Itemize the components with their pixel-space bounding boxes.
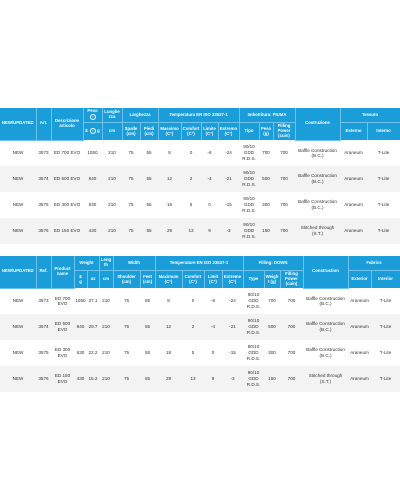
spec-table-english <box>0 256 400 392</box>
cell-fabric-interior: T-Lite <box>367 166 400 192</box>
cell-fill-type: 90/10 GDD R.D.S. <box>243 340 264 366</box>
cell-foot: 55 <box>140 288 155 314</box>
table-row <box>0 340 400 366</box>
cell-new: NEW <box>0 366 36 392</box>
temp-limit-header: Limite (C°) <box>201 123 218 141</box>
cell-temp-max: 18 <box>158 192 181 218</box>
cell-length: 210 <box>102 192 122 218</box>
cell-fill-weight: 300 <box>264 340 280 366</box>
cell-temp-max: 8 <box>158 140 181 166</box>
cell-name: ED 500 EVO <box>51 314 74 340</box>
cell-fill-type: 90/10 GDD R.D.S. <box>239 140 259 166</box>
cell-fabric-interior: T-Lite <box>371 314 400 340</box>
col-filling-header: Imbottitura: PIUMA <box>239 108 295 123</box>
cell-temp-limit: 0 <box>204 340 222 366</box>
cell-construction: Stitched through (S.T.) <box>303 366 348 392</box>
cell-fill-power: 700 <box>280 314 303 340</box>
cell-new: NEW <box>0 340 36 366</box>
table-row <box>0 192 400 218</box>
cell-weight: 1050 <box>83 140 102 166</box>
cell-shoulder: 75 <box>122 166 140 192</box>
cell-fill-type: 90/10 GDD R.D.S. <box>243 314 264 340</box>
cell-fill-type: 90/10 GDD R.D.S. <box>239 166 259 192</box>
cell-weight: 1050 <box>74 288 87 314</box>
cell-temp-extreme: -21 <box>222 314 243 340</box>
col-filling-header: Filling: DOWN <box>243 256 303 271</box>
col-ref-header: Art. <box>36 108 51 140</box>
col-construction-header: Construction <box>303 256 348 288</box>
cell-shoulder: 75 <box>122 218 140 244</box>
dollar-icon: $ <box>79 273 82 279</box>
foot-header: Feet (cm) <box>140 271 155 289</box>
cell-length: 210 <box>102 218 122 244</box>
cell-weight: 840 <box>74 314 87 340</box>
cell-temp-limit: 9 <box>201 218 218 244</box>
cell-ref: 3573 <box>36 288 51 314</box>
shoulder-header: Spalle (cm) <box>122 123 140 141</box>
temp-max-header: Maximum (C°) <box>155 271 182 289</box>
col-fabrics-header: Tessuto <box>340 108 400 123</box>
cell-fill-power: 700 <box>280 340 303 366</box>
spec-table-italian <box>0 108 400 244</box>
cell-shoulder: 75 <box>113 340 140 366</box>
cell-fill-power: 700 <box>273 218 295 244</box>
col-weight-header: Weight <box>74 256 99 271</box>
cell-fill-power: 700 <box>273 140 295 166</box>
cell-temp-limit: 0 <box>201 192 218 218</box>
fill-power-header: Filling Power (cuin) <box>280 271 303 289</box>
col-length-header: Length <box>99 256 113 271</box>
cell-temp-comfort: 13 <box>181 218 201 244</box>
cell-new: NEW <box>0 140 36 166</box>
cell-temp-extreme: -3 <box>218 218 239 244</box>
temp-comfort-header: Comfort (C°) <box>181 123 201 141</box>
cell-ref: 3575 <box>36 340 51 366</box>
cell-temp-comfort: 5 <box>182 340 204 366</box>
cell-fill-type: 90/10 GDD R.D.S. <box>243 366 264 392</box>
fabric-exterior-header: Esterno <box>340 123 367 141</box>
cell-temp-extreme: -15 <box>218 192 239 218</box>
cell-temp-comfort: 2 <box>181 166 201 192</box>
cell-length: 210 <box>99 340 113 366</box>
cell-construction: Baffle Construction (B.C.) <box>295 140 340 166</box>
cell-fabric-interior: T-Lite <box>371 366 400 392</box>
cell-shoulder: 75 <box>113 288 140 314</box>
cell-fabric-exterior: Araneum <box>348 288 371 314</box>
cell-temp-comfort: 0 <box>181 140 201 166</box>
fabric-interior-header: Interno <box>367 123 400 141</box>
cell-fill-weight: 700 <box>264 288 280 314</box>
temp-extreme-header: Extreme (C°) <box>222 271 243 289</box>
table-row <box>0 218 400 244</box>
cell-length: 210 <box>99 314 113 340</box>
length-unit-header: cm <box>102 123 122 141</box>
cell-weight-oz: 22.2 <box>87 340 99 366</box>
cell-fabric-interior: T-Lite <box>367 192 400 218</box>
col-ref-header: Ref. <box>36 256 51 288</box>
cell-shoulder: 75 <box>122 140 140 166</box>
table-row <box>0 140 400 166</box>
cell-fabric-exterior: Araneum <box>340 192 367 218</box>
cell-name: ED 150 EVO <box>51 218 83 244</box>
cell-fill-weight: 150 <box>264 366 280 392</box>
cell-name: ED 300 EVO <box>51 340 74 366</box>
fill-type-header: Tipo <box>239 123 259 141</box>
cell-foot: 55 <box>140 314 155 340</box>
col-temperature-header: Temperatura EN ISO 23537-1 <box>158 108 239 123</box>
cell-temp-extreme: -15 <box>222 340 243 366</box>
cell-fill-power: 700 <box>273 166 295 192</box>
table-row <box>0 166 400 192</box>
cell-foot: 55 <box>140 340 155 366</box>
cell-foot: 55 <box>140 192 158 218</box>
cell-weight: 840 <box>83 166 102 192</box>
temp-extreme-header: Estremo (C°) <box>218 123 239 141</box>
cell-name: ED 150 EVO <box>51 366 74 392</box>
col-fabrics-header: Fabrics <box>348 256 400 271</box>
table-row <box>0 288 400 314</box>
cell-length: 210 <box>102 140 122 166</box>
cell-temp-extreme: -24 <box>218 140 239 166</box>
cell-foot: 55 <box>140 166 158 192</box>
cell-fabric-exterior: Araneum <box>348 340 371 366</box>
cell-construction: Baffle Construction (B.C.) <box>295 166 340 192</box>
cell-ref: 3576 <box>36 218 51 244</box>
length-unit-header: cm <box>99 271 113 289</box>
cell-new: NEW <box>0 192 36 218</box>
cell-fill-weight: 150 <box>259 218 273 244</box>
cell-fill-type: 90/10 GDD R.D.S. <box>239 192 259 218</box>
dollar-icon: $ <box>85 128 88 134</box>
cell-fill-power: 700 <box>280 288 303 314</box>
table-header-row <box>0 108 400 123</box>
cell-fabric-exterior: Araneum <box>340 140 367 166</box>
info-icon: i <box>90 128 96 134</box>
cell-temp-comfort: 5 <box>181 192 201 218</box>
cell-construction: Stitched through (S.T.) <box>295 218 340 244</box>
cell-new: NEW <box>0 288 36 314</box>
weight-oz-header: oz <box>87 271 99 289</box>
cell-temp-extreme: -3 <box>222 366 243 392</box>
cell-fill-weight: 500 <box>264 314 280 340</box>
cell-new: NEW <box>0 218 36 244</box>
cell-temp-max: 12 <box>158 166 181 192</box>
cell-new: NEW <box>0 166 36 192</box>
cell-fill-weight: 700 <box>259 140 273 166</box>
table-row <box>0 314 400 340</box>
cell-fabric-exterior: Araneum <box>340 218 367 244</box>
temp-limit-header: Limit (C°) <box>204 271 222 289</box>
cell-ref: 3574 <box>36 166 51 192</box>
cell-new: NEW <box>0 314 36 340</box>
foot-header: Piedi (cm) <box>140 123 158 141</box>
cell-temp-max: 29 <box>158 218 181 244</box>
cell-construction: Baffle Construction (B.C.) <box>303 314 348 340</box>
cell-ref: 3574 <box>36 314 51 340</box>
cell-name: ED 700 EVO <box>51 140 83 166</box>
cell-weight-oz: 15.2 <box>87 366 99 392</box>
cell-fabric-interior: T-Lite <box>371 340 400 366</box>
temp-max-header: Massimo (C°) <box>158 123 181 141</box>
fill-power-header: Filling Power (cuin) <box>273 123 295 141</box>
cell-temp-limit: -4 <box>201 166 218 192</box>
fill-weight-header: Weight (g) <box>264 271 280 289</box>
cell-fabric-exterior: Araneum <box>348 366 371 392</box>
cell-temp-max: 29 <box>155 366 182 392</box>
cell-construction: Baffle Construction (B.C.) <box>303 340 348 366</box>
cell-shoulder: 75 <box>113 366 140 392</box>
cell-fabric-interior: T-Lite <box>371 288 400 314</box>
cell-fabric-interior: T-Lite <box>367 140 400 166</box>
cell-fabric-exterior: Araneum <box>340 166 367 192</box>
cell-shoulder: 75 <box>113 314 140 340</box>
cell-weight: 630 <box>83 192 102 218</box>
cell-ref: 3576 <box>36 366 51 392</box>
col-description-header: Descrizione articolo <box>51 108 83 140</box>
cell-temp-limit: -6 <box>201 140 218 166</box>
col-width-header: Larghezza <box>122 108 158 123</box>
cell-shoulder: 75 <box>122 192 140 218</box>
cell-fill-power: 700 <box>280 366 303 392</box>
cell-length: 210 <box>99 366 113 392</box>
col-width-header: Width <box>113 256 155 271</box>
weight-unit-header: $ i g <box>83 123 102 141</box>
col-length-header: Lunghezza <box>102 108 122 123</box>
cell-ref: 3575 <box>36 192 51 218</box>
cell-weight: 430 <box>74 366 87 392</box>
cell-name: ED 700 EVO <box>51 288 74 314</box>
cell-temp-max: 12 <box>155 314 182 340</box>
cell-temp-max: 8 <box>155 288 182 314</box>
cell-fill-type: 90/10 GDD R.D.S. <box>239 218 259 244</box>
cell-fill-weight: 500 <box>259 166 273 192</box>
cell-fill-type: 90/10 GDD R.D.S. <box>243 288 264 314</box>
fill-type-header: Type <box>243 271 264 289</box>
cell-temp-extreme: -21 <box>218 166 239 192</box>
cell-name: ED 300 EVO <box>51 192 83 218</box>
cell-weight-oz: 29.7 <box>87 314 99 340</box>
cell-temp-comfort: 0 <box>182 288 204 314</box>
cell-foot: 55 <box>140 366 155 392</box>
cell-temp-limit: 9 <box>204 366 222 392</box>
col-new-header: NEW/UPDATED <box>0 256 36 288</box>
table-header-row <box>0 256 400 271</box>
cell-fill-power: 700 <box>273 192 295 218</box>
fill-weight-header: Peso (g) <box>259 123 273 141</box>
col-weight-header: Peso i <box>83 108 102 123</box>
cell-name: ED 500 EVO <box>51 166 83 192</box>
cell-weight: 630 <box>74 340 87 366</box>
cell-temp-limit: -4 <box>204 314 222 340</box>
cell-ref: 3573 <box>36 140 51 166</box>
cell-temp-max: 18 <box>155 340 182 366</box>
cell-weight-oz: 37.1 <box>87 288 99 314</box>
col-construction-header: Costruzione <box>295 108 340 140</box>
info-icon: i <box>90 114 96 120</box>
shoulder-header: Shoulder (cm) <box>113 271 140 289</box>
col-product-name-header: Product name <box>51 256 74 288</box>
cell-temp-extreme: -24 <box>222 288 243 314</box>
fabric-interior-header: Interior <box>371 271 400 289</box>
fabric-exterior-header: Exterior <box>348 271 371 289</box>
cell-temp-comfort: 2 <box>182 314 204 340</box>
table-row <box>0 366 400 392</box>
col-temperature-header: Temperature EN ISO 23537-1 <box>155 256 243 271</box>
cell-temp-comfort: 13 <box>182 366 204 392</box>
cell-length: 210 <box>102 166 122 192</box>
cell-weight: 430 <box>83 218 102 244</box>
cell-fabric-interior: T-Lite <box>367 218 400 244</box>
cell-construction: Baffle Construction (B.C.) <box>303 288 348 314</box>
col-new-header: NEW/UPDATED <box>0 108 36 140</box>
cell-construction: Baffle Construction (B.C.) <box>295 192 340 218</box>
cell-foot: 55 <box>140 140 158 166</box>
cell-fill-weight: 300 <box>259 192 273 218</box>
cell-length: 210 <box>99 288 113 314</box>
weight-g-header: $ g <box>74 271 87 289</box>
cell-fabric-exterior: Araneum <box>348 314 371 340</box>
temp-comfort-header: Comfort (C°) <box>182 271 204 289</box>
cell-foot: 55 <box>140 218 158 244</box>
cell-temp-limit: -6 <box>204 288 222 314</box>
